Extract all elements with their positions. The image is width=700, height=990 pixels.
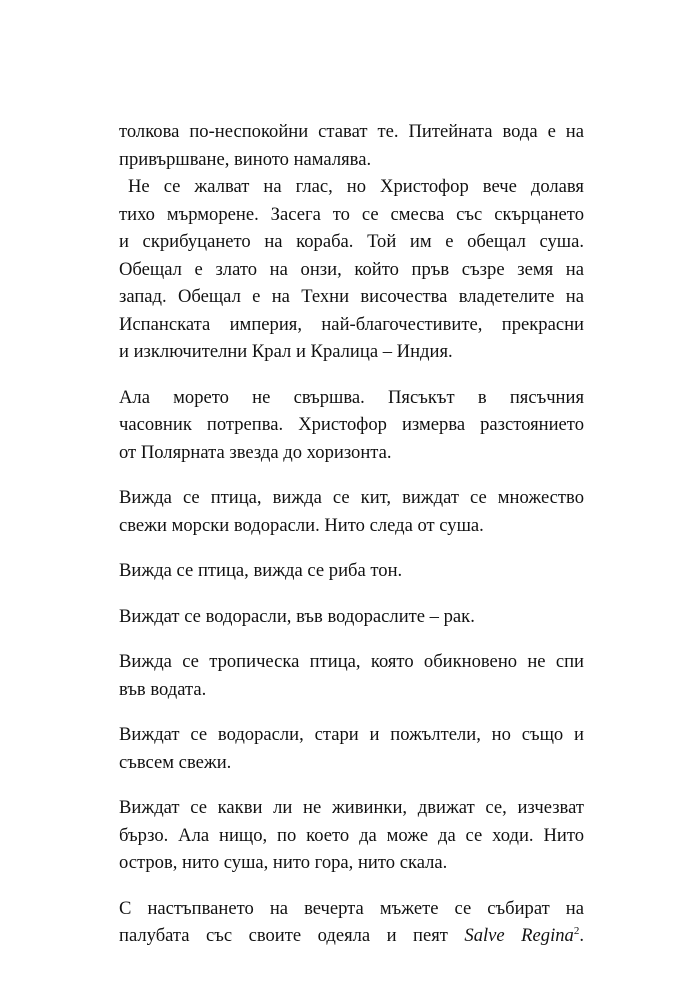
trailing-punctuation: . [579,925,584,946]
paragraph [119,384,584,467]
text-line: Вижда се тропическа птица, която обикновено не спи [119,651,584,672]
text-fragment: палубата със своите одеяла и пеят [119,925,448,946]
italic-title: Salve Regina [464,925,574,946]
text-line: свежи морски водорасли. Нито следа от суша. [119,514,484,536]
footnote-reference[interactable]: 2 [573,925,580,937]
paragraph [119,557,584,585]
text-line: бързо. Ала нищо, по което да може да се ходи. Нито [119,824,584,846]
text-line: тихо мърморене. Засега то се смесва със скърцането [119,203,584,225]
paragraph [119,484,584,539]
text-line-with-italic [119,922,584,950]
text-line: и скрибуцането на кораба. Той им е обещал суша. [119,231,584,252]
paragraph [119,721,584,776]
text-line: от Полярната звезда до хоризонта. [119,441,392,463]
text-line: привършване, виното намалява. [119,148,372,170]
text-line: Не се жалват на глас, но Христофор вече долавя [128,176,584,197]
paragraph [119,895,584,950]
paragraph [119,173,584,366]
text-line: Вижда се птица, вижда се риба тон. [119,560,403,581]
text-line: толкова по-неспокойни стават те. Питейната вода е на [119,121,584,142]
paragraph [119,603,584,631]
paragraph [119,118,584,173]
text-line: Ала морето не свършва. Пясъкът в пясъчния [119,386,584,408]
text-line: Виждат се какви ли не живинки, движат се, изчезват [119,797,584,818]
paragraph [119,794,584,877]
text-line: във водата. [119,678,207,700]
body-text [119,118,584,968]
text-line: часовник потрепва. Христофор измерва разстоянието [119,414,584,435]
text-line: Вижда се птица, вижда се кит, виждат се множество [119,487,584,508]
text-line: Виждат се водорасли, стари и пожълтели, но също и [119,724,584,745]
text-line: запад. Обещал е на Техни височества владетелите на [119,286,584,307]
text-line: Обещал е злато на онзи, който пръв съзре земя на [119,258,584,280]
text-line: С настъпването на вечерта мъжете се събират на [119,897,584,919]
text-line: и изключителни Крал и Кралица – Индия. [119,341,453,362]
text-line: Виждат се водорасли, във водораслите – рак. [119,605,475,627]
text-line: остров, нито суша, нито гора, нито скала. [119,852,448,873]
text-line: съвсем свежи. [119,751,232,773]
paragraph [119,648,584,703]
text-line: Испанската империя, най-благочестивите, прекрасни [119,313,584,335]
